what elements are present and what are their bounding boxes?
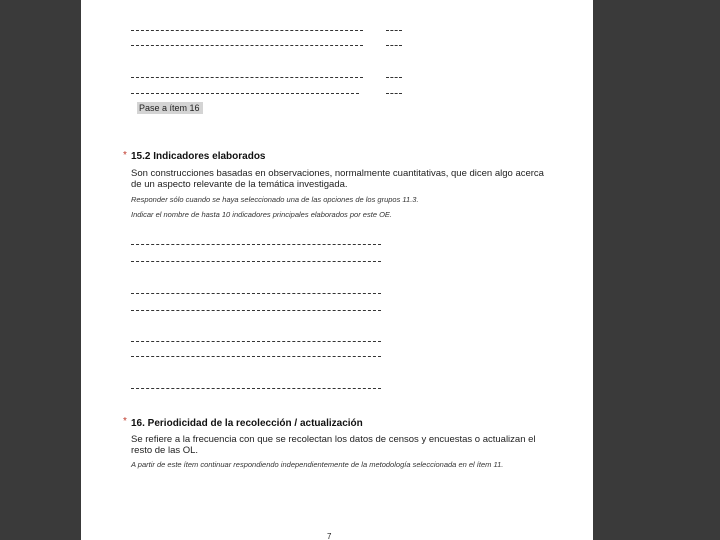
answer-line[interactable] [131, 77, 363, 78]
answer-line-short[interactable] [386, 45, 402, 46]
section-15-2-title: 15.2 Indicadores elaborados [131, 151, 266, 162]
answer-line[interactable] [131, 45, 363, 46]
skip-to-item-16-button[interactable]: Pase a ítem 16 [137, 102, 203, 114]
section-15-2-note-1: Responder sólo cuando se haya seleccionado una de las opciones de los grupos 11.3. [131, 195, 419, 204]
indicator-line[interactable] [131, 388, 381, 389]
section-16-title: 16. Periodicidad de la recolección / actualización [131, 418, 363, 429]
document-page [81, 0, 593, 540]
section-16-note: A partir de este ítem continuar respondiendo independientemente de la metodología seleccionada en el ítem 11. [131, 460, 504, 469]
required-asterisk: * [123, 416, 127, 427]
indicator-line[interactable] [131, 244, 381, 245]
required-asterisk: * [123, 150, 127, 161]
indicator-line[interactable] [131, 341, 381, 342]
section-15-2-note-2: Indicar el nombre de hasta 10 indicadores principales elaborados por este OE. [131, 210, 392, 219]
page-number: 7 [327, 532, 332, 540]
indicator-line[interactable] [131, 293, 381, 294]
answer-line-short[interactable] [386, 77, 402, 78]
indicator-line[interactable] [131, 310, 381, 311]
answer-line-short[interactable] [386, 30, 402, 31]
section-15-2-description: Son construcciones basadas en observaciones, normalmente cuantitativas, que dicen algo acerca de un aspecto relevante de la temática investigada. [131, 168, 544, 190]
indicator-line[interactable] [131, 261, 381, 262]
answer-line[interactable] [131, 30, 363, 31]
section-16-description: Se refiere a la frecuencia con que se recolectan los datos de censos y encuestas o actualizan el resto de las OL. [131, 434, 536, 456]
indicator-line[interactable] [131, 356, 381, 357]
answer-line-short[interactable] [386, 93, 402, 94]
answer-line[interactable] [131, 93, 359, 94]
